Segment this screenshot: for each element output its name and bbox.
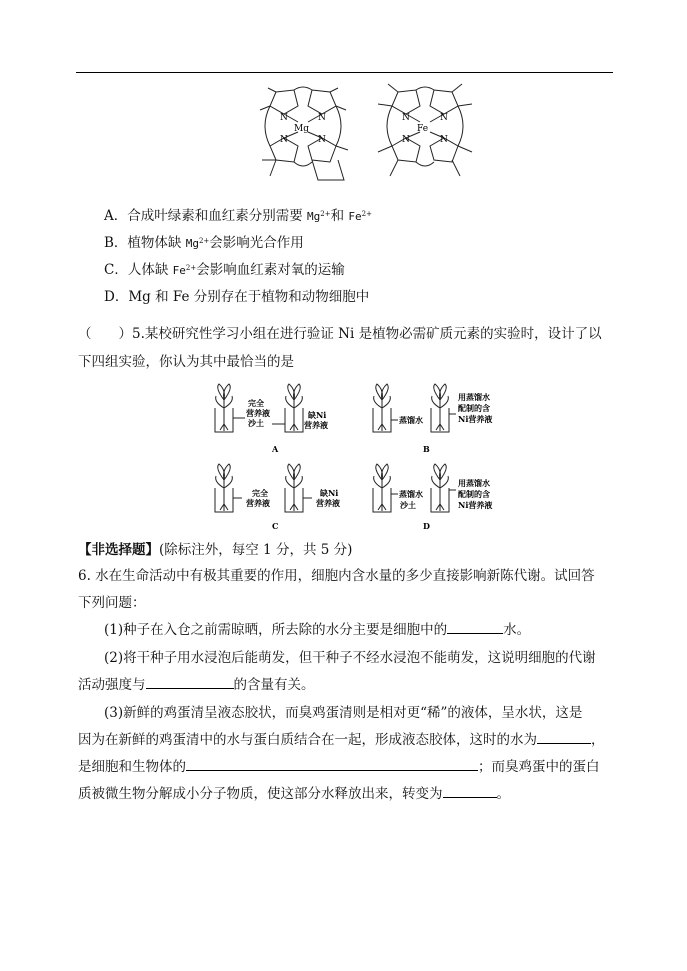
q5-stem-line1: （ ）5.某校研究性学习小组在进行验证 Ni 是植物必需矿质元素的实验时，设计了以: [78, 326, 602, 342]
q6-part1: (1)种子在入仓之前需晾晒，所去除的水分主要是细胞中的 水。: [104, 622, 531, 638]
svg-text:沙土: 沙土: [248, 418, 264, 428]
answer-blank-3[interactable]: [537, 730, 591, 744]
option-c: C．人体缺 $Fe^{2+}$会影响血红素对氧的运输: [104, 262, 345, 278]
q6-part3-line2: 因为在新鲜的鸡蛋清中的水与蛋白质结合在一起，形成液态胶体，这时的水为 ，: [78, 732, 605, 748]
svg-text:完全: 完全: [248, 398, 264, 408]
answer-blank-2[interactable]: [146, 675, 234, 689]
q6-part2-line2: 活动强度与 的含量有关。: [78, 677, 315, 693]
svg-text:完全: 完全: [252, 488, 268, 498]
svg-text:营养液: 营养液: [246, 408, 270, 418]
svg-text:N: N: [280, 135, 288, 145]
experiment-figure: [212, 374, 512, 536]
svg-text:沙土: 沙土: [400, 500, 416, 510]
option-d: D．Mg 和 Fe 分别存在于植物和动物细胞中: [104, 289, 370, 305]
svg-text:N: N: [440, 113, 448, 123]
svg-text:蒸馏水: 蒸馏水: [399, 489, 423, 499]
svg-text:营养液: 营养液: [304, 420, 328, 430]
q6-part3-line1: (3)新鲜的鸡蛋清呈液态胶状，而臭鸡蛋清则是相对更“稀”的液体，呈水状，这是: [104, 705, 583, 721]
svg-text:N: N: [318, 113, 326, 123]
q6-part2-line1: (2)将干种子用水浸泡后能萌发，但干种子不经水浸泡不能萌发，这说明细胞的代谢: [104, 650, 596, 666]
n-label: N: [280, 113, 288, 123]
svg-text:N: N: [402, 135, 410, 145]
answer-blank-1[interactable]: [447, 620, 503, 634]
q6-part3-line4: 质被微生物分解成小分子物质，使这部分水释放出来，转变为 。: [78, 786, 510, 802]
svg-text:配制的含: 配制的含: [458, 489, 490, 499]
svg-text:营养液: 营养液: [316, 498, 340, 508]
svg-text:A: A: [272, 444, 279, 454]
svg-text:B: B: [423, 444, 430, 454]
svg-text:缺Ni: 缺Ni: [320, 488, 339, 498]
svg-text:配制的含: 配制的含: [458, 403, 490, 413]
option-a: A．合成叶绿素和血红素分别需要 $Mg^{2+}$和 $Fe^{2+}$: [104, 208, 372, 224]
svg-text:用蒸馏水: 用蒸馏水: [458, 392, 490, 402]
svg-text:用蒸馏水: 用蒸馏水: [458, 478, 490, 488]
section-heading: 【非选择题】(除标注外，每空 1 分，共 5 分): [78, 542, 353, 558]
q6-stem-line1: 6. 水在生命活动中有极其重要的作用，细胞内含水量的多少直接影响新陈代谢。试回答: [78, 568, 595, 584]
answer-blank-4[interactable]: [186, 757, 478, 771]
svg-text:C: C: [272, 521, 279, 531]
svg-text:缺Ni: 缺Ni: [308, 410, 327, 420]
fe-label: Fe: [417, 124, 429, 134]
q6-stem-line2: 下列问题：: [78, 595, 146, 611]
svg-text:营养液: 营养液: [246, 498, 270, 508]
mg-label: Mg: [294, 124, 309, 134]
svg-text:蒸馏水: 蒸馏水: [399, 415, 423, 425]
svg-text:D: D: [423, 521, 430, 531]
q6-part3-line3: 是细胞和生物体的 ；而臭鸡蛋中的蛋白: [78, 759, 600, 775]
porphyrin-figure: [248, 80, 478, 192]
svg-text:Ni营养液: Ni营养液: [458, 500, 493, 510]
answer-blank-5[interactable]: [443, 784, 497, 798]
q5-stem-line2: 下四组实验，你认为其中最恰当的是: [78, 354, 294, 370]
svg-text:Ni营养液: Ni营养液: [458, 414, 493, 424]
option-b: B．植物体缺 $Mg^{2+}$会影响光合作用: [104, 235, 304, 251]
svg-text:N: N: [318, 135, 326, 145]
header-rule: [76, 72, 613, 73]
svg-text:N: N: [440, 135, 448, 145]
svg-text:N: N: [402, 113, 410, 123]
